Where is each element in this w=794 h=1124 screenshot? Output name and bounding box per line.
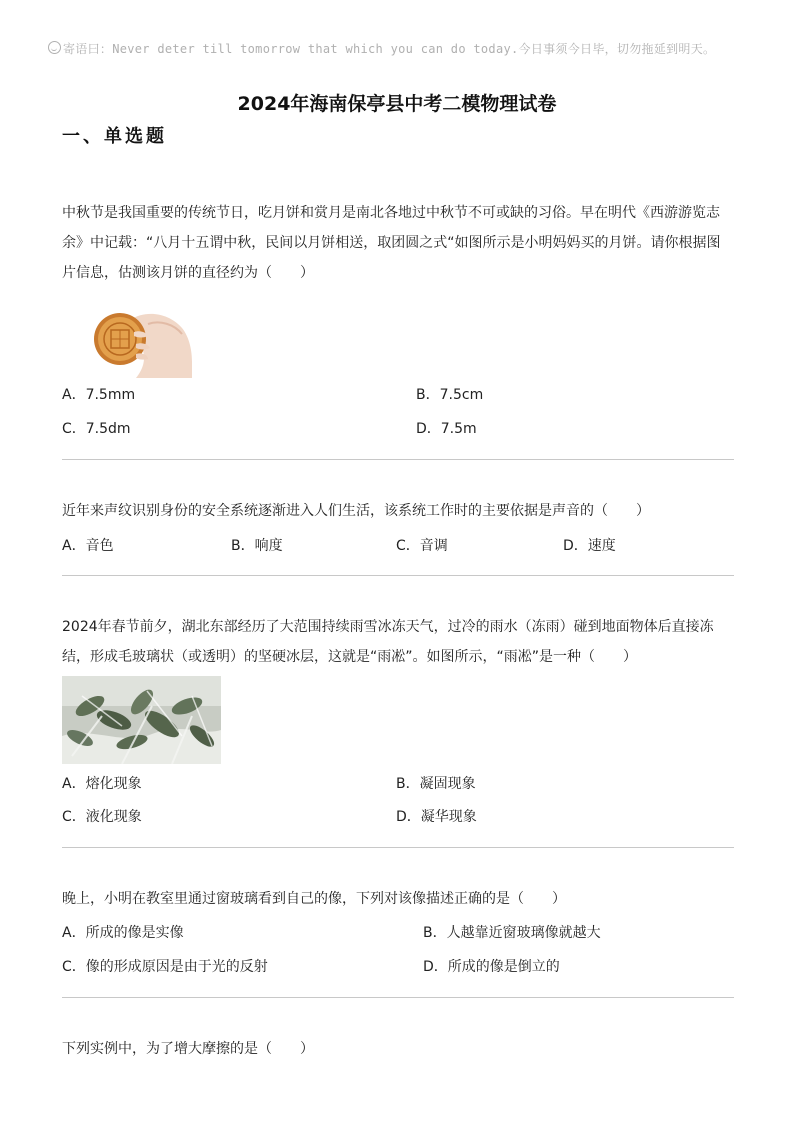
frozen-leaves-picture [62, 676, 221, 764]
q2-option-c: C．音调 [396, 538, 448, 554]
q3-option-a: A．熔化现象 [62, 776, 142, 792]
question-3-stem: 2024年春节前夕，湖北东部经历了大范围持续雨雪冰冻天气，过冷的雨水（冻雨）碰到地面物体后直接冻结，形成毛玻璃状（或透明）的坚硬冰层，这就是“雨凇”。如图所示，“雨凇”是一种（ ） [62, 619, 714, 665]
q4-option-b: B．人越靠近窗玻璃像就越大 [423, 925, 601, 941]
page-title: 2024年海南保亭县中考二模物理试卷 [237, 93, 557, 115]
q3-option-c: C．液化现象 [62, 809, 142, 825]
q4-option-c: C．像的形成原因是由于光的反射 [62, 959, 268, 975]
q4-option-a: A．所成的像是实像 [62, 925, 184, 941]
q1-option-d: D．7.5m [416, 421, 477, 437]
smile-icon [48, 41, 61, 54]
divider-1 [62, 459, 734, 460]
divider-3 [62, 847, 734, 848]
mooncake-image [90, 302, 192, 378]
q3-option-d: D．凝华现象 [396, 809, 477, 825]
mooncake-hand-picture [90, 302, 192, 378]
q2-option-a: A．音色 [62, 538, 114, 554]
question-2-stem: 近年来声纹识别身份的安全系统逐渐进入人们生活，该系统工作时的主要依据是声音的（ ） [62, 503, 650, 519]
q1-option-a: A．7.5mm [62, 387, 136, 403]
q2-option-d: D．速度 [563, 538, 616, 554]
q3-option-b: B．凝固现象 [396, 776, 476, 792]
divider-4 [62, 997, 734, 998]
question-4-stem: 晚上，小明在教室里通过窗玻璃看到自己的像，下列对该像描述正确的是（ ） [62, 891, 566, 907]
divider-2 [62, 575, 734, 576]
motto-header [48, 40, 768, 57]
section-heading: 一、单选题 [62, 126, 167, 147]
q1-option-c: C．7.5dm [62, 421, 131, 437]
q1-option-b: B．7.5cm [416, 387, 484, 403]
glaze-ice-image [62, 676, 221, 764]
question-5-stem: 下列实例中，为了增大摩擦的是（ ） [62, 1041, 314, 1057]
question-1-stem: 中秋节是我国重要的传统节日，吃月饼和赏月是南北各地过中秋节不可或缺的习俗。早在明代《西游游览志余》中记载：“八月十五谓中秋，民间以月饼相送，取团圆之式“如图所示是小明妈妈买的月饼。请你根据图片信息，估测该月饼的直径约为（ ） [62, 205, 721, 281]
motto-text: 寄语曰：Never deter till tomorrow that which you can do today.今日事须今日毕，切勿拖延到明天。 [63, 42, 716, 56]
q4-option-d: D．所成的像是倒立的 [423, 959, 560, 975]
q2-option-b: B．响度 [231, 538, 283, 554]
